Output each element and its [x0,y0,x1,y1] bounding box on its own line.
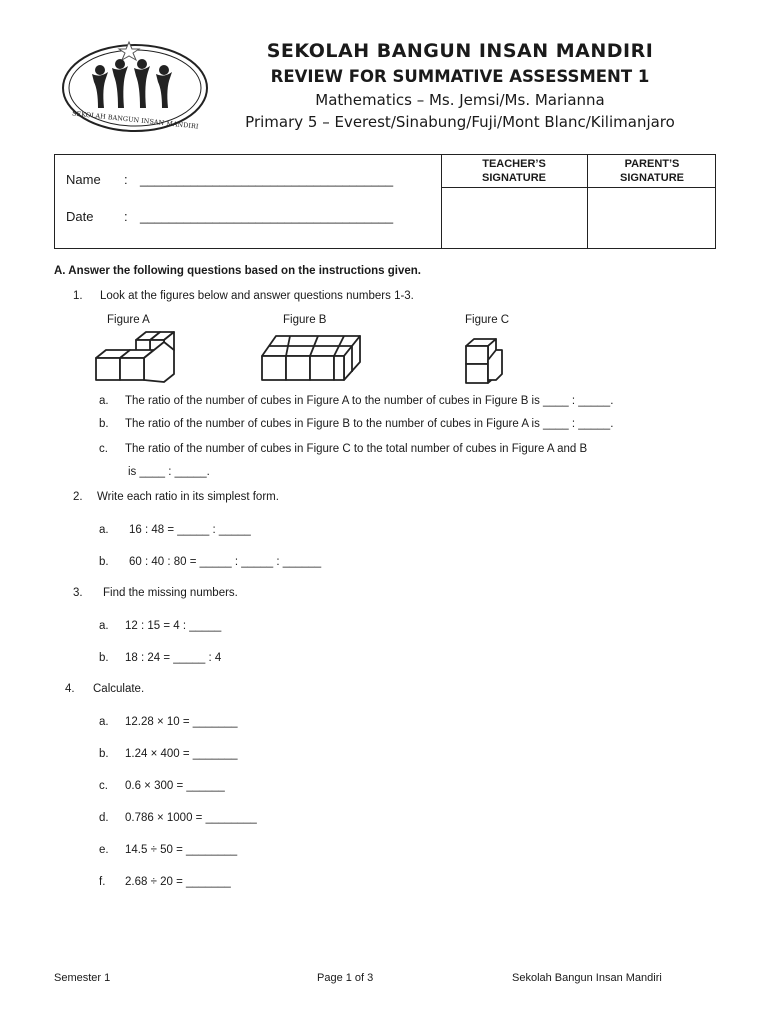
student-info-box [54,154,716,249]
q4c-text: 0.6 × 300 = ______ [125,780,225,792]
q4-text: Calculate. [93,683,145,695]
footer-page-number: Page 1 of 3 [317,972,374,984]
q1a-text: The ratio of the number of cubes in Figure A to the number of cubes in Figure B is ____ : _____. [125,395,614,407]
divider [441,187,715,188]
q1c-letter: c. [99,443,108,455]
date-label: Date [66,209,94,224]
figure-c-label: Figure C [465,314,510,326]
q4d-letter: d. [99,812,109,824]
q2-text: Write each ratio in its simplest form. [97,491,279,503]
q4e-letter: e. [99,844,109,856]
q1b-letter: b. [99,418,109,430]
q4c-letter: c. [99,780,108,792]
q4d-text: 0.786 × 1000 = ________ [125,812,257,824]
teacher-signature-header: TEACHER’S SIGNATURE [482,158,546,184]
q1c-text: The ratio of the number of cubes in Figure C to the total number of cubes in Figure A and B [125,443,588,455]
q1b-text: The ratio of the number of cubes in Figure B to the number of cubes in Figure A is ____ : _____. [125,418,614,430]
q1c-continuation: is ____ : _____. [128,466,210,478]
svg-text:SEKOLAH BANGUN INSAN MANDIRI: SEKOLAH BANGUN INSAN MANDIRI [71,109,199,131]
figure-b-label: Figure B [283,314,327,326]
q3-text: Find the missing numbers. [103,587,238,599]
figure-a-cubes [92,330,182,386]
q2b-letter: b. [99,556,109,568]
footer-semester: Semester 1 [54,972,111,984]
school-logo [60,38,210,134]
name-label: Name [66,172,101,187]
q4a-letter: a. [99,716,109,728]
figure-b-cubes [258,332,368,384]
q4f-text: 2.68 ÷ 20 = _______ [125,876,231,888]
q4b-text: 1.24 × 400 = _______ [125,748,238,760]
date-field[interactable]: Date : ___________________________________ [66,209,394,224]
q2-number: 2. [73,491,83,503]
q2a-text: 16 : 48 = _____ : _____ [129,524,251,536]
q4b-letter: b. [99,748,109,760]
section-a-instruction: A. Answer the following questions based on the instructions given. [54,265,421,277]
name-blank[interactable]: ___________________________________ [140,172,394,187]
school-name: SEKOLAH BANGUN INSAN MANDIRI [266,40,654,62]
subject-teachers: Mathematics – Ms. Jemsi/Ms. Marianna [315,91,605,109]
q1-text: Look at the figures below and answer questions numbers 1-3. [100,290,414,302]
q2a-letter: a. [99,524,109,536]
figure-a-label: Figure A [107,314,150,326]
q4f-letter: f. [99,876,106,888]
q3-number: 3. [73,587,83,599]
figure-c-cubes [462,336,508,388]
q3b-text: 18 : 24 = _____ : 4 [125,652,222,664]
class-list: Primary 5 – Everest/Sinabung/Fuji/Mont Blanc/Kilimanjaro [245,113,675,131]
q1-number: 1. [73,290,83,302]
q3b-letter: b. [99,652,109,664]
document-title: REVIEW FOR SUMMATIVE ASSESSMENT 1 [270,67,650,86]
date-blank[interactable]: ___________________________________ [140,209,394,224]
q3a-letter: a. [99,620,109,632]
q1a-letter: a. [99,395,109,407]
name-field[interactable]: Name : ___________________________________ [66,172,394,187]
q3a-text: 12 : 15 = 4 : _____ [125,620,222,632]
q2b-text: 60 : 40 : 80 = _____ : _____ : ______ [129,556,322,568]
q4a-text: 12.28 × 10 = _______ [125,716,238,728]
q4-number: 4. [65,683,75,695]
parent-signature-header: PARENT’S SIGNATURE [620,158,684,184]
q4e-text: 14.5 ÷ 50 = ________ [125,844,238,856]
footer-school-name: Sekolah Bangun Insan Mandiri [512,972,662,984]
